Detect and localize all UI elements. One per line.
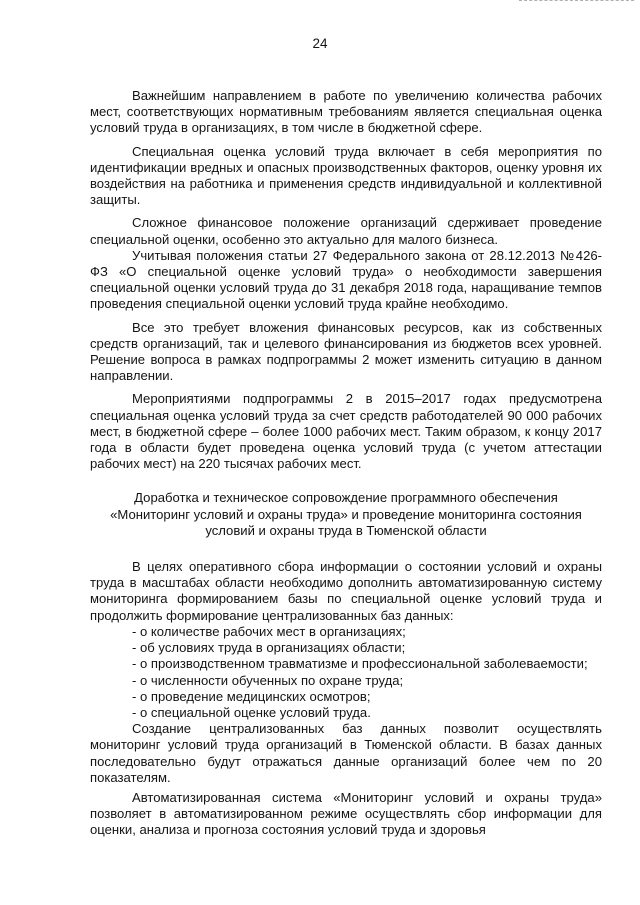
list-item: - о численности обученных по охране труда; [132,672,404,688]
section-intro [90,88,602,472]
paragraph: Все это требует вложения финансовых ресурсов, как из собственных средств организаций, так и целевого финансирования из бюджетов всех уровней. Решение вопроса в рамках подпрограммы 2 может изменить ситуацию в данном направлении. [90,319,602,384]
section-monitoring [90,559,602,838]
paragraph: Создание централизованных баз данных позволит осуществлять мониторинг условий труда организаций в Тюменской области. В базах данных последовательно будут отражаться данные организаций более чем по 20 показателям. [90,721,602,785]
page-number: 24 [312,36,328,51]
list-item: - о количестве рабочих мест в организациях; [132,623,406,639]
list-item: - о проведение медицинских осмотров; [132,688,371,704]
paragraph: Специальная оценка условий труда включает в себя мероприятия по идентификации вредных и опасных производственных факторов, оценку уровня их воздействия на работника и применения средств индивидуальной и коллективной защиты. [90,143,602,208]
paragraph: В целях оперативного сбора информации о состоянии условий и охраны труда в масштабах области необходимо дополнить автоматизированную систему мониторинга формированием базы по специальной оценке условий труда и продолжить формирование централизованных баз данных: [90,559,602,623]
paragraph: Важнейшим направлением в работе по увеличению количества рабочих мест, соответствующих нормативным требованиям является специальная оценка условий труда в организациях, в том числе в бюджетной сфере. [90,88,602,136]
document-body [90,88,602,839]
list-item: - о производственном травматизме и профессиональной заболеваемости; [132,656,588,672]
paragraph: Автоматизированная система «Мониторинг условий и охраны труда» позволяет в автоматизированном режиме осуществлять сбор информации для оценки, анализа и прогноза состояния условий труда и здоровья [90,789,602,838]
top-edge-rule [519,0,634,2]
list-item: - о специальной оценке условий труда. [132,704,371,720]
paragraph: Учитывая положения статьи 27 Федерального закона от 28.12.2013 №426-ФЗ «О специальной оценке условий труда» о необходимости завершения специальной оценки условий труда до 31 декабря 2018 года, наращивание темпов проведения специальной оценки условий труда крайне необходимо. [90,247,602,312]
section-heading: Доработка и техническое сопровождение программного обеспечения «Мониторинг условий и охраны труда» и проведение мониторинга состояния условий и охраны труда в Тюменской области [110,490,582,538]
paragraph: Мероприятиями подпрограммы 2 в 2015–2017 годах предусмотрена специальная оценка условий труда за счет средств работодателей 90 000 рабочих мест, в бюджетной сфере – более 1000 рабочих мест. Таким образом, к концу 2017 года в области будет проведена оценка условий труда (с учетом аттестации рабочих мест) на 220 тысячах рабочих мест. [90,391,602,472]
list-item: - об условиях труда в организациях области; [132,640,406,656]
paragraph: Сложное финансовое положение организаций сдерживает проведение специальной оценки, особенно это актуально для малого бизнеса. [90,215,602,247]
